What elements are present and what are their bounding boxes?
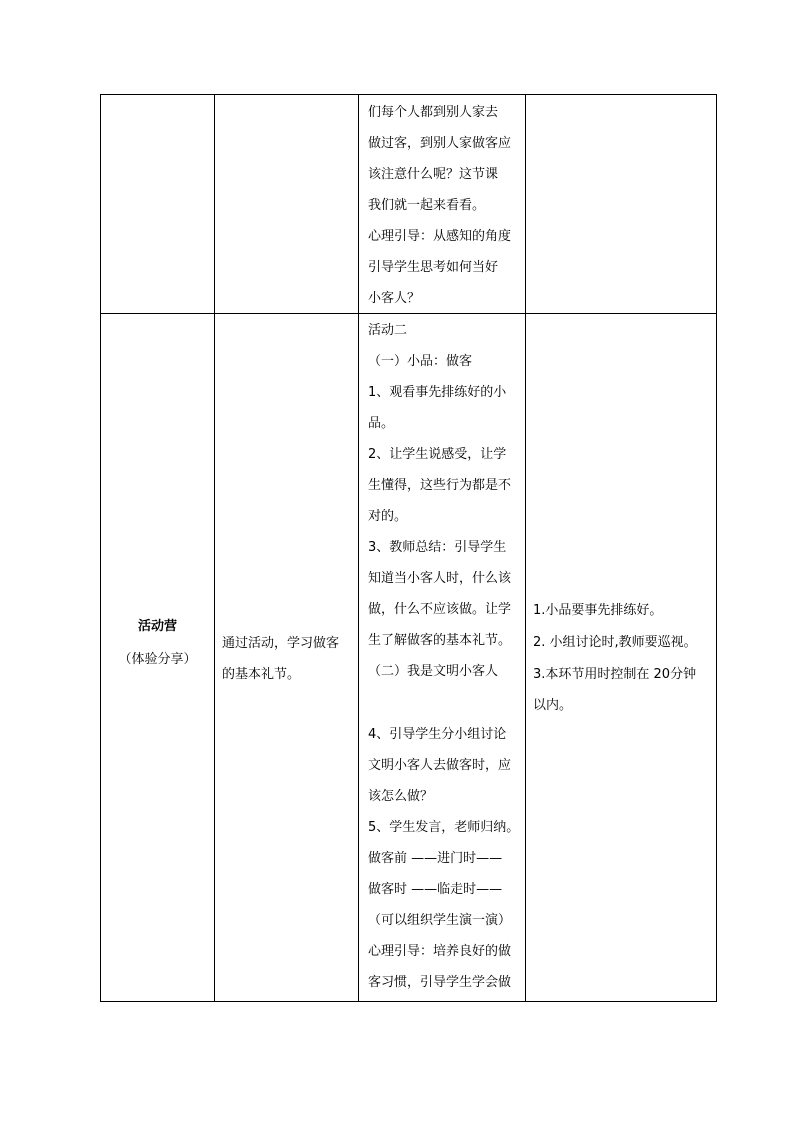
- activity-line: 做客前 ——进门时——: [368, 851, 503, 866]
- activity-line: 3、教师总结：引导学生: [368, 540, 507, 555]
- notes-line: 2. 小组讨论时,教师要巡视。: [533, 635, 697, 650]
- activity-line: 对的。: [368, 509, 408, 524]
- row1-activity-line: 小客人？: [368, 291, 421, 306]
- activity-line: 做，什么不应该做。让学: [368, 602, 512, 617]
- row1-activity-line: 我们就一起来看看。: [368, 198, 486, 213]
- activity-line: 知道当小客人时，什么该: [368, 571, 512, 586]
- activity-line: 做客时 ——临走时——: [368, 882, 503, 897]
- stage-subtitle: （体验分享）: [118, 652, 197, 667]
- activity-line: 活动二: [368, 323, 408, 338]
- activity-line: 心理引导：培养良好的做: [368, 944, 512, 959]
- column-divider-2: [358, 95, 359, 1001]
- activity-line: 4、引导学生分小组讨论: [368, 727, 507, 742]
- column-divider-3: [525, 95, 526, 1001]
- row1-activity-line: 心理引导：从感知的角度: [368, 229, 512, 244]
- activity-line: 文明小客人去做客时，应: [368, 758, 512, 773]
- notes-line: 1.小品要事先排练好。: [533, 603, 663, 618]
- column-divider-1: [214, 95, 215, 1001]
- activity-line: 品。: [368, 416, 395, 431]
- activity-line: 1、观看事先排练好的小: [368, 385, 507, 400]
- activity-line: 生懂得，这些行为都是不: [368, 478, 512, 493]
- row1-activity-line: 们每个人都到别人家去: [368, 105, 499, 120]
- activity-line: 5、学生发言，老师归纳。: [368, 820, 520, 835]
- activity-line: （一）小品：做客: [368, 354, 473, 369]
- activity-line: （二）我是文明小客人: [368, 664, 499, 679]
- stage-title: 活动营: [137, 619, 177, 634]
- activity-line: （可以组织学生演一演）: [368, 913, 512, 928]
- notes-line: 3.本环节用时控制在 20分钟: [533, 667, 697, 682]
- activity-line: 客习惯，引导学生学会做: [368, 975, 512, 990]
- row1-activity-line: 做过客，到别人家做客应: [368, 136, 512, 151]
- notes-line: 以内。: [533, 698, 573, 713]
- activity-line: 该怎么做？: [368, 789, 434, 804]
- row1-activity-line: 引导学生思考如何当好: [368, 260, 499, 275]
- lesson-plan-table: [100, 94, 717, 1002]
- activity-line: 生了解做客的基本礼节。: [368, 633, 512, 648]
- row-divider: [101, 313, 716, 314]
- activity-line: 2、让学生说感受，让学: [368, 447, 507, 462]
- row1-activity-line: 该注意什么呢？这节课: [368, 167, 499, 182]
- goal-line: 的基本礼节。: [222, 667, 301, 682]
- goal-line: 通过活动，学习做客: [222, 636, 340, 651]
